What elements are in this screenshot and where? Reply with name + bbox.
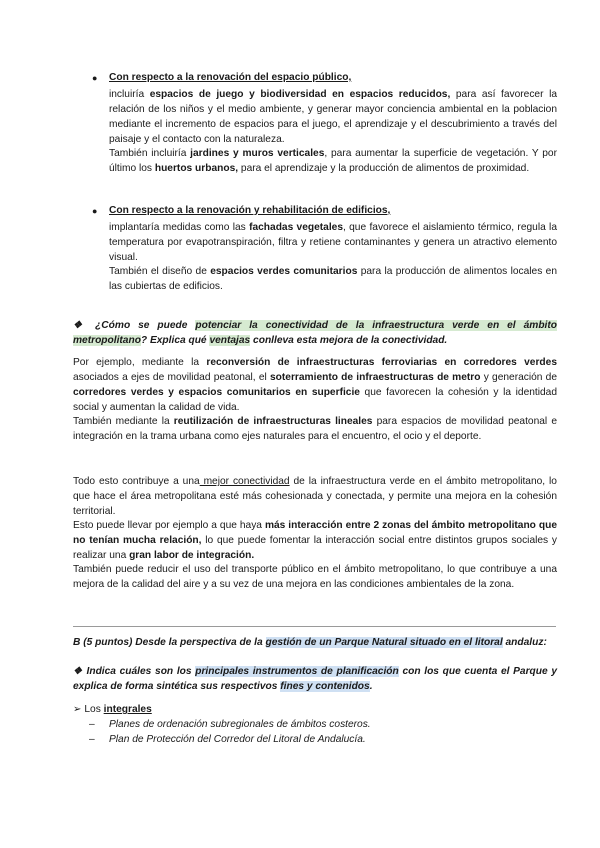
answer-paragraph-1: Por ejemplo, mediante la reconversión de infraestructuras ferroviarias en corredores verdes asociados a ejes de movilidad peatonal, el soterramiento de infraestructuras de metro y generación de corredores verdes y espacios comunitarios en superficie que favorecen la cohesión y la identidad social y aumentan la calidad de vida. — [73, 357, 558, 413]
section1-paragraph-2: También incluiría jardines y muros verticales, para aumentar la superficie de vegetación. Y por último los huertos urbanos, para el aprendizaje y la producción de alimentos de proximidad. — [109, 148, 557, 174]
diamond-bullet-icon: ❖ — [73, 666, 83, 677]
answer-paragraph-3: Todo esto contribuye a una mejor conectividad de la infraestructura verde en el ámbito metropolitano, lo que hace el área metropolitana esté más cohesionada y conectada, y permite una mejora en la cohesión territorial. — [73, 476, 557, 517]
section2-heading: Con respecto a la renovación y rehabilitación de edificios, — [109, 205, 391, 216]
question-1: ❖ ¿Cómo se puede potenciar la conectividad de la infraestructura verde en el ámbito metropolitano? Explica qué ventajas conlleva esta mejora de la conectividad. — [73, 320, 557, 346]
part-b-heading: B (5 puntos) Desde la perspectiva de la gestión de un Parque Natural situado en el litoral andaluz: — [73, 637, 547, 648]
list-item: – Plan de Protección del Corredor del Litoral de Andalucía. — [89, 734, 366, 745]
section1-paragraph-1: incluiría espacios de juego y biodiversidad en espacios reducidos, para así favorecer la relación de los niños y el medio ambiente, y generar mayor conciencia ambiental en la poblacion mediante el incremento de espacios para el juego, el aprendizaje y el descubrimiento a través del paisaje y el contacto con la naturaleza. — [109, 89, 557, 145]
integrales-heading: ➢ Los integrales — [73, 704, 152, 715]
section2-paragraph-1: implantaría medidas como las fachadas vegetales, que favorece el aislamiento térmico, regula la temperatura por evapotranspiración, filtra y retiene contaminantes y genera un atractivo elemento visual. — [109, 222, 557, 263]
section-divider — [73, 626, 556, 627]
arrow-bullet-icon: ➢ — [73, 704, 82, 715]
list-item: – Planes de ordenación subregionales de ámbitos costeros. — [89, 719, 371, 730]
answer-paragraph-5: También puede reducir el uso del transporte público en el ámbito metropolitano, lo que contribuye a una mejora de la calidad del aire y a su vez de una mejora en las condiciones ambientales de la zona. — [73, 564, 557, 590]
bullet-icon: ● — [92, 206, 98, 216]
answer-paragraph-4: Esto puede llevar por ejemplo a que haya más interacción entre 2 zonas del ámbito metropolitano que no tenían mucha relación, lo que puede fomentar la interacción social entre distintos grupos sociales y realizar una gran labor de integración. — [73, 520, 557, 561]
answer-paragraph-2: También mediante la reutilización de infraestructuras lineales para espacios de movilidad peatonal e integración en la trama urbana como ejes naturales para el encuentro, el ocio y el deporte. — [73, 416, 557, 442]
question-2: ❖ Indica cuáles son los principales instrumentos de planificación con los que cuenta el Parque y explica de forma sintética sus respectivos fines y contenidos. — [73, 666, 558, 692]
diamond-bullet-icon: ❖ — [73, 320, 88, 331]
section2-paragraph-2: También el diseño de espacios verdes comunitarios para la producción de alimentos locales en las cubiertas de edificios. — [109, 266, 557, 292]
bullet-icon: ● — [92, 73, 98, 83]
section1-heading: Con respecto a la renovación del espacio público, — [109, 72, 352, 83]
